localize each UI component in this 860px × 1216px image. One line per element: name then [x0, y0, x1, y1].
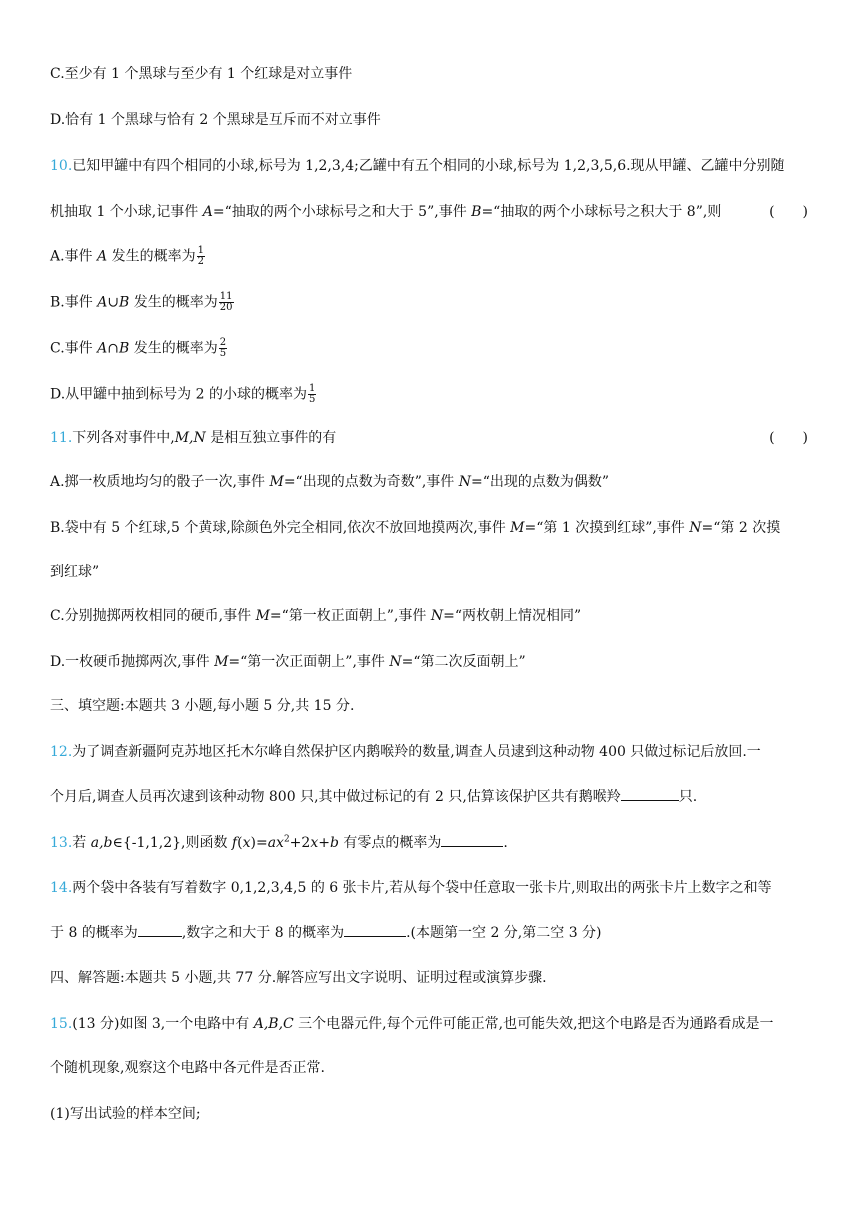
- q13-number: 13.: [50, 835, 73, 851]
- q11-text-a: 下列各对事件中,: [72, 430, 175, 446]
- q11-vars: M,N: [174, 430, 206, 446]
- fraction-numerator: 1: [197, 245, 204, 256]
- q11-option-d: [50, 652, 526, 672]
- q10d-text: D.从甲罐中抽到标号为 2 的小球的概率为: [50, 386, 307, 403]
- q11-stem: [50, 428, 336, 448]
- q13-h: 有零点的概率为: [338, 835, 442, 851]
- q11-option-c: [50, 606, 581, 626]
- q15-number: 15.: [50, 1016, 73, 1032]
- fraction-denominator: 5: [219, 348, 227, 359]
- q11a-2: =“出现的点数为奇数”,事件: [283, 474, 459, 490]
- q11d-m: M: [214, 654, 229, 670]
- q11-text-b: 是相互独立事件的有: [205, 430, 337, 446]
- q10a-pre: A.事件: [50, 248, 98, 265]
- q12-text-1: 为了调查新疆阿克苏地区托木尔峰自然保护区内鹅喉羚的数量,调查人员逮到这种动物 400 只做过标记后放回.一: [72, 744, 761, 760]
- q15-b: 三个电器元件,每个元件可能正常,也可能失效,把这个电路是否为通路看成是一: [293, 1016, 774, 1032]
- section-4-heading: 四、解答题:本题共 5 小题,共 77 分.解答应写出文字说明、证明过程或演算步骤.: [50, 970, 547, 986]
- q15-line1: [50, 1014, 774, 1034]
- q11a-1: A.掷一枚质地均匀的骰子一次,事件: [50, 474, 270, 490]
- section-3-heading: 三、填空题:本题共 3 小题,每小题 5 分,共 15 分.: [50, 698, 355, 714]
- q10a-var: A: [97, 248, 108, 265]
- q10-event-a: A: [202, 204, 213, 220]
- fraction-numerator: 2: [219, 337, 227, 348]
- fraction-numerator: 1: [308, 383, 316, 394]
- q11b-1: B.袋中有 5 个红球,5 个黄球,除颜色外完全相同,依次不放回地摸两次,事件: [50, 520, 511, 536]
- q15-line2: 个随机现象,观察这个电路中各元件是否正常.: [50, 1060, 325, 1076]
- q13-bv: b: [329, 835, 339, 851]
- fraction: [308, 384, 316, 405]
- q10-stem-line2: [50, 202, 721, 222]
- q13-c: (: [237, 835, 243, 851]
- fraction-denominator: 20: [219, 302, 233, 313]
- q12-number: 12.: [50, 744, 73, 760]
- q13-exponent: 2: [283, 834, 290, 845]
- q10c-var: A∩B: [97, 340, 130, 357]
- q14-c: .(本题第一空 2 分,第二空 3 分): [406, 925, 602, 941]
- q9-option-c: C.至少有 1 个黑球与至少有 1 个红球是对立事件: [50, 66, 353, 82]
- q11d-2: =“第一次正面朝上”,事件: [228, 654, 390, 670]
- fraction: [197, 246, 205, 267]
- q13-x: x: [242, 835, 251, 851]
- q13-d: )=: [250, 835, 268, 851]
- q13-x2: x: [310, 835, 319, 851]
- q13: [50, 832, 508, 853]
- q13-b: ∈{-1,1,2},则函数: [112, 835, 232, 851]
- q14-line1: [50, 878, 772, 898]
- q14-line2: [50, 922, 602, 943]
- q10-number: 10.: [50, 158, 73, 174]
- q10c-post: 发生的概率为: [129, 340, 218, 357]
- q11-number: 11.: [50, 430, 73, 446]
- q11-answer-paren: ( ): [769, 430, 808, 446]
- q11a-3: =“出现的点数为偶数”: [471, 474, 610, 490]
- q11d-n: N: [389, 654, 402, 670]
- q11a-n: N: [458, 474, 472, 490]
- q13-end: .: [503, 835, 508, 851]
- q14-text-1: 两个袋中各装有写着数字 0,1,2,3,4,5 的 6 张卡片,若从每个袋中任意取一张卡片,则取出的两张卡片上数字之和等: [72, 880, 772, 896]
- q10-event-b: B: [471, 204, 482, 220]
- q10-option-a: [50, 246, 205, 267]
- q13-g: +: [318, 835, 330, 851]
- q10-option-b: [50, 292, 234, 313]
- q10-text-2b: =“抽取的两个小球标号之和大于 5”,事件: [212, 204, 472, 220]
- q10b-var: A∪B: [97, 294, 130, 311]
- q11d-1: D.一枚硬币抛掷两次,事件: [50, 654, 215, 670]
- q11-option-a: [50, 472, 609, 492]
- q10-text-2c: =“抽取的两个小球标号之积大于 8”,则: [481, 204, 722, 220]
- q11c-3: =“两枚朝上情况相同”: [443, 608, 582, 624]
- q15-a: (13 分)如图 3,一个电路中有: [72, 1016, 254, 1032]
- answer-blank[interactable]: [621, 786, 679, 801]
- q11b-n: N: [689, 520, 702, 536]
- q11b-2: =“第 1 次摸到红球”,事件: [524, 520, 690, 536]
- q11a-m: M: [269, 474, 284, 490]
- q11c-m: M: [255, 608, 270, 624]
- q10-stem-line1: [50, 156, 785, 176]
- q10-option-c: [50, 338, 227, 359]
- q10b-pre: B.事件: [50, 294, 98, 311]
- q10-text-1: 已知甲罐中有四个相同的小球,标号为 1,2,3,4;乙罐中有五个相同的小球,标号为 1,2,3,5,6.现从甲罐、乙罐中分别随: [72, 158, 785, 174]
- q10b-post: 发生的概率为: [129, 294, 218, 311]
- q13-e: +2: [289, 835, 311, 851]
- q14-a: 于 8 的概率为: [50, 925, 138, 941]
- fraction-numerator: 11: [219, 291, 233, 302]
- q11b-m: M: [510, 520, 525, 536]
- q11-option-b-line2: 到红球”: [50, 564, 100, 580]
- q9-option-d: D.恰有 1 个黑球与恰有 2 个黑球是互斥而不对立事件: [50, 112, 381, 128]
- answer-blank[interactable]: [344, 922, 406, 937]
- q11b-3: =“第 2 次摸: [701, 520, 781, 536]
- q13-ax: ax: [267, 835, 284, 851]
- answer-blank[interactable]: [138, 922, 182, 937]
- q13-a: 若: [72, 835, 91, 851]
- q12-line1: [50, 742, 761, 762]
- q11c-2: =“第一枚正面朝上”,事件: [269, 608, 431, 624]
- q10c-pre: C.事件: [50, 340, 98, 357]
- fraction-denominator: 5: [308, 394, 316, 405]
- q11-option-b-line1: [50, 518, 780, 538]
- q15-part-1: (1)写出试验的样本空间;: [50, 1106, 201, 1122]
- q13-f: f: [231, 835, 238, 851]
- q10a-post: 发生的概率为: [107, 248, 196, 265]
- q11d-3: =“第二次反面朝上”: [401, 654, 526, 670]
- q14-b: ,数字之和大于 8 的概率为: [181, 925, 345, 941]
- q10-answer-paren: ( ): [769, 204, 808, 220]
- q10-option-d: [50, 384, 316, 405]
- q11c-1: C.分别抛掷两枚相同的硬币,事件: [50, 608, 256, 624]
- fraction-denominator: 2: [197, 256, 204, 267]
- q12-line2: [50, 786, 697, 807]
- q12-text-2a: 个月后,调查人员再次逮到该种动物 800 只,其中做过标记的有 2 只,估算该保护区共有鹅喉羚: [50, 789, 621, 805]
- answer-blank[interactable]: [441, 832, 503, 847]
- fraction: [219, 338, 227, 359]
- q13-ab: a,b: [90, 835, 113, 851]
- q10-text-2a: 机抽取 1 个小球,记事件: [50, 204, 203, 220]
- q12-text-2b: 只.: [678, 789, 698, 805]
- q15-abc: A,B,C: [253, 1016, 294, 1032]
- q14-number: 14.: [50, 880, 73, 896]
- fraction: [219, 292, 234, 313]
- q11c-n: N: [430, 608, 444, 624]
